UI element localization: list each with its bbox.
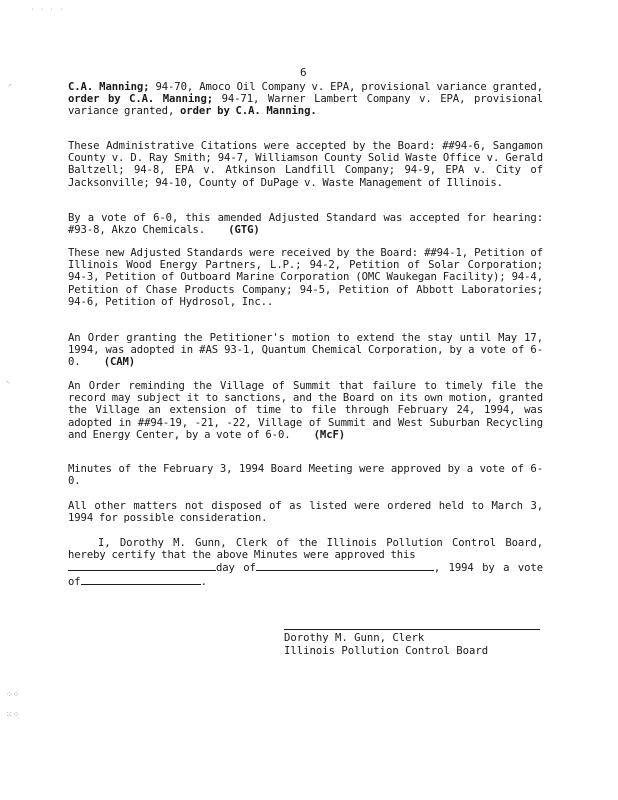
blank-line-vote xyxy=(81,575,201,585)
paragraph-matters-held: All other matters not disposed of as listed were ordered held to March 3, 1994 for possible consideration. xyxy=(68,500,543,525)
text: I, Dorothy M. Gunn, Clerk of the Illinois Pollution Control Board, hereby certify that the above Minutes were approved this xyxy=(68,537,543,562)
scan-artifact: ˙ ˙ ˙ ˙ xyxy=(30,8,64,17)
initials-tag: (GTG) xyxy=(228,224,260,237)
text: day of xyxy=(216,562,256,575)
text-bold: order by C.A. Manning; xyxy=(68,93,222,106)
paragraph-new-adjusted-standards: These new Adjusted Standards were received by the Board: ##94-1, Petition of Illinois Wood Energy Partners, L.P.; 94-2, Petition of Solar Corporation; 94-3, Petition of Outboard Marine Corporation (OMC Waukegan Facility); 94-4, Petition of Chase Products Company; 94-5, Petition of Abbott Laboratories; 94-6, Petition of Hydrosol, Inc.. xyxy=(68,247,543,308)
text: 94-71, Warner Lambert Company v. EPA, provisional variance granted, xyxy=(68,93,543,118)
text: An Order granting the Petitioner's motion to extend the stay until May 17, 1994, was adopted in #AS 93-1, Quantum Chemical Corporation, by a vote of 6-0. xyxy=(68,332,543,369)
signature-line xyxy=(284,629,540,630)
text-bold: order by C.A. Manning. xyxy=(180,105,317,118)
paragraph-variances xyxy=(68,81,543,118)
signature-block xyxy=(284,632,488,658)
initials-tag: (CAM) xyxy=(103,356,136,369)
text-bold: C.A. Manning; xyxy=(68,81,156,93)
paragraph-administrative-citations: These Administrative Citations were accepted by the Board: ##94-6, Sangamon County v. D. Ray Smith; 94-7, Williamson County Solid Waste Office v. Gerald Baltzell; 94-8, EPA v. Atkinson Landfill Company; 94-9, EPA v. City of Jacksonville; 94-10, County of DuPage v. Waste Management of Illinois. xyxy=(68,140,543,189)
initials-tag: (McF) xyxy=(313,428,346,441)
paragraph-amended-adjusted-standard xyxy=(68,212,543,236)
page-number: 6 xyxy=(300,66,307,79)
paragraph-certification xyxy=(68,537,543,588)
signature-name: Dorothy M. Gunn, Clerk xyxy=(284,632,425,644)
paragraph-village-of-summit xyxy=(68,380,543,441)
scan-artifact: ⁙⁘ xyxy=(6,710,20,719)
text: An Order reminding the Village of Summit that failure to timely file the record may subject it to sanctions, and the Board on its own motion, granted the Village an extension of time to file through February 24, 1994, was adopted in ##94-19, -21, -22, Village of Summit and West Suburban Recycling and Energy Center, by a vote of 6-0. xyxy=(68,380,543,441)
blank-line-day xyxy=(68,561,216,571)
text: By a vote of 6-0, this amended Adjusted Standard was accepted for hearing: #93-8, Akzo Chemicals. xyxy=(68,212,543,237)
text: . xyxy=(200,575,207,588)
scan-artifact: ⸝ xyxy=(8,79,12,88)
scan-artifact: ⁘⁘ xyxy=(6,690,20,699)
paragraph-stay-extension xyxy=(68,332,543,369)
paragraph-minutes-approved: Minutes of the February 3, 1994 Board Meeting were approved by a vote of 6-0. xyxy=(68,463,543,488)
text: 94-70, Amoco Oil Company v. EPA, provisional variance granted, xyxy=(155,81,543,93)
signature-org: Illinois Pollution Control Board xyxy=(284,645,489,657)
scan-artifact: ⸜ xyxy=(6,376,10,385)
text: , 1994 by a vote of xyxy=(68,562,543,588)
blank-line-month xyxy=(256,561,434,571)
